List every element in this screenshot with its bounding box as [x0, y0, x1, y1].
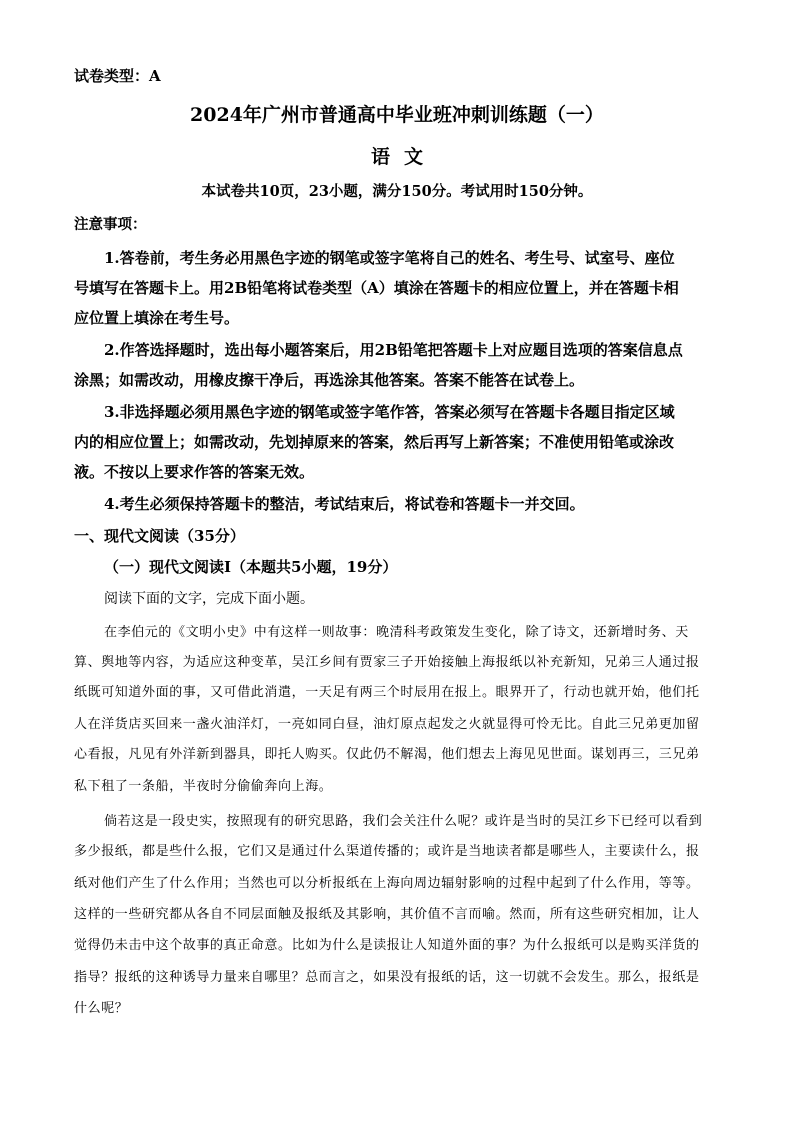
subject-title: 语文	[370, 146, 437, 168]
passage-line: 指导？报纸的这种诱导力量来自哪里？总而言之，如果没有报纸的话，这一切就不会发生。那么，报纸是	[74, 970, 700, 985]
passage-line: 心看报，凡见有外洋新到器具，即托人购买。仅此仍不解渴，他们想去上海见见世面。谋划再三，三兄弟	[74, 747, 700, 762]
notice-line: 应位置上填涂在考生号。	[74, 309, 240, 327]
notice-line: 1.答卷前，考生务必用黑色字迹的钢笔或签字笔将自己的姓名、考生号、试室号、座位	[104, 249, 675, 267]
notice-line: 号填写在答题卡上。用2B铅笔将试卷类型（A）填涂在答题卡的相应位置上，并在答题卡相	[74, 279, 679, 297]
passage-line: 这样的一些研究都从各自不同层面触及报纸及其影响，其价值不言而喻。然而，所有这些研究相加，让人	[74, 907, 700, 922]
passage-line: 觉得仍未击中这个故事的真正命意。比如为什么是读报让人知道外面的事？为什么报纸可以是购买洋货的	[74, 938, 700, 953]
passage-line: 什么呢？	[74, 1001, 129, 1016]
notice-line: 内的相应位置上；如需改动，先划掉原来的答案，然后再写上新答案；不准使用铅笔或涂改	[74, 433, 675, 451]
section-heading: 一、现代文阅读（35分）	[74, 527, 245, 545]
exam-info: 本试卷共10页，23小题，满分150分。考试用时150分钟。	[201, 183, 593, 200]
notice-heading: 注意事项：	[74, 216, 147, 233]
passage-line: 算、舆地等内容，为适应这种变革，吴江乡间有贾家三子开始接触上海报纸以补充新知，兄弟三人通过报	[74, 655, 700, 670]
passage-line: 纸对他们产生了什么作用；当然也可以分析报纸在上海向周边辐射影响的过程中起到了什么作用，等等。	[74, 876, 700, 891]
exam-type-label: 试卷类型：A	[74, 67, 161, 85]
notice-line: 液。不按以上要求作答的答案无效。	[74, 463, 315, 481]
passage-line: 在李伯元的《文明小史》中有这样一则故事：晚清科考政策发生变化，除了诗文，还新增时务、天	[104, 625, 689, 640]
passage-line: 倘若这是一段史实，按照现有的研究思路，我们会关注什么呢？或许是当时的吴江乡下已经可以看到	[104, 814, 703, 829]
passage-line: 纸既可知道外面的事，又可借此消遣，一天足有两三个时辰用在报上。眼界开了，行动也就开始，他们托	[74, 685, 700, 700]
notice-line: 2.作答选择题时，选出每小题答案后，用2B铅笔把答题卡上对应题目选项的答案信息点	[104, 341, 683, 359]
section-subheading: （一）现代文阅读Ⅰ（本题共5小题，19分）	[104, 558, 398, 576]
notice-line: 4.考生必须保持答题卡的整洁，考试结束后，将试卷和答题卡一并交回。	[104, 495, 585, 513]
notice-line: 3.非选择题必须用黑色字迹的钢笔或签字笔作答，答案必须写在答题卡各题目指定区域	[104, 403, 675, 421]
passage-line: 多少报纸，都是些什么报，它们又是通过什么渠道传播的；或许是当地读者都是哪些人，主要读什么，报	[74, 844, 700, 859]
passage-line: 私下租了一条船，半夜时分偷偷奔向上海。	[74, 779, 333, 794]
page-title: 2024年广州市普通高中毕业班冲刺训练题（一）	[190, 104, 604, 126]
notice-line: 涂黑；如需改动，用橡皮擦干净后，再选涂其他答案。答案不能答在试卷上。	[74, 371, 585, 389]
passage-line: 人在洋货店买回来一盏火油洋灯，一亮如同白昼，油灯原点起发之火就显得可怜无比。自此三兄弟更加留	[74, 717, 700, 732]
reading-instruction: 阅读下面的文字，完成下面小题。	[104, 591, 314, 607]
